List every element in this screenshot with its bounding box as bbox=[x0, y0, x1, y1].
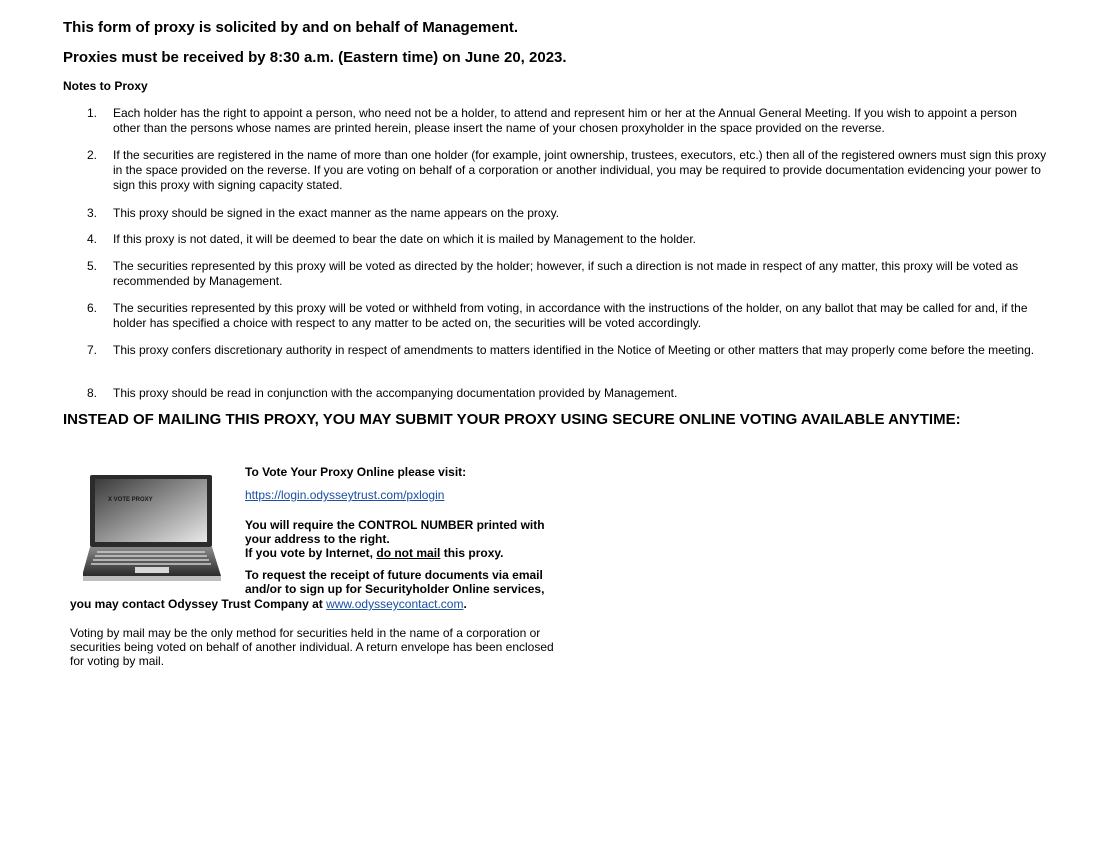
notes-title: Notes to Proxy bbox=[63, 79, 148, 93]
note-item-7 bbox=[87, 343, 1047, 358]
note-text: If the securities are registered in the name of more than one holder (for example, joint ownership, trustees, executors, etc.) then all of the registered owners must sign this proxy in the space provided on the reverse. If you are voting on behalf of a corporation or another individual, you may be required to provide documentation evidencing your power to sign this proxy with signing capacity stated. bbox=[113, 148, 1047, 192]
control-line-2: your address to the right. bbox=[245, 532, 390, 546]
control-number-note bbox=[245, 518, 575, 560]
note-item-2 bbox=[87, 148, 1047, 193]
contact-line bbox=[70, 597, 467, 611]
note-number: 2. bbox=[87, 148, 98, 162]
control-line-1: You will require the CONTROL NUMBER printed with bbox=[245, 518, 545, 532]
note-number: 5. bbox=[87, 259, 98, 273]
contact-url-link[interactable]: www.odysseycontact.com bbox=[326, 597, 464, 611]
note-text: If this proxy is not dated, it will be deemed to bear the date on which it is mailed by Management to the holder. bbox=[113, 232, 696, 246]
note-number: 8. bbox=[87, 386, 98, 400]
deadline-heading: Proxies must be received by 8:30 a.m. (Eastern time) on June 20, 2023. bbox=[63, 49, 567, 66]
note-number: 7. bbox=[87, 343, 98, 357]
note-item-6 bbox=[87, 301, 1047, 331]
request-line-1: To request the receipt of future documents via email bbox=[245, 568, 543, 582]
internet-prefix: If you vote by Internet, bbox=[245, 546, 377, 560]
note-text: This proxy should be read in conjunction with the accompanying documentation provided by Management. bbox=[113, 386, 678, 400]
request-line-2: and/or to sign up for Securityholder Online services, bbox=[245, 582, 545, 596]
online-voting-banner: INSTEAD OF MAILING THIS PROXY, YOU MAY SUBMIT YOUR PROXY USING SECURE ONLINE VOTING AVAILABLE ANYTIME: bbox=[63, 411, 961, 428]
note-number: 6. bbox=[87, 301, 98, 315]
note-text: Each holder has the right to appoint a person, who need not be a holder, to attend and represent him or her at the Annual General Meeting. If you wish to appoint a person other than the persons whose names are printed herein, please insert the name of your chosen proxyholder in the space provided on the reverse. bbox=[113, 106, 1017, 135]
note-number: 4. bbox=[87, 232, 98, 246]
do-not-mail-text: do not mail bbox=[376, 546, 441, 560]
request-documents-note bbox=[245, 568, 575, 596]
note-text: This proxy confers discretionary authority in respect of amendments to matters identified in the Notice of Meeting or other matters that may properly come before the meeting. bbox=[113, 343, 1035, 357]
note-item-3 bbox=[87, 206, 1047, 221]
laptop-screen-text: X VOTE PROXY bbox=[108, 497, 153, 503]
mail-voting-note: Voting by mail may be the only method for securities held in the name of a corporation or securities being voted on behalf of another individual. A return envelope has been enclosed for voting by mail. bbox=[70, 626, 554, 668]
note-text: The securities represented by this proxy will be voted as directed by the holder; however, if such a direction is not made in respect of any matter, this proxy will be voted as recommended by Management. bbox=[113, 259, 1019, 288]
vote-url-row bbox=[245, 488, 575, 502]
note-item-5 bbox=[87, 259, 1047, 289]
contact-prefix: you may contact Odyssey Trust Company at bbox=[70, 597, 327, 611]
note-text: This proxy should be signed in the exact manner as the name appears on the proxy. bbox=[113, 206, 560, 220]
solicitation-heading: This form of proxy is solicited by and on behalf of Management. bbox=[63, 19, 519, 36]
note-number: 3. bbox=[87, 206, 98, 220]
internet-suffix: this proxy. bbox=[440, 546, 504, 560]
laptop-icon bbox=[83, 474, 223, 584]
note-item-4 bbox=[87, 232, 1047, 247]
note-number: 1. bbox=[87, 106, 98, 120]
vote-url-link[interactable]: https://login.odysseytrust.com/pxlogin bbox=[245, 488, 445, 502]
note-item-1 bbox=[87, 106, 1047, 136]
contact-suffix: . bbox=[463, 597, 467, 611]
internet-line bbox=[245, 546, 575, 560]
note-item-8 bbox=[87, 386, 1047, 401]
visit-label: To Vote Your Proxy Online please visit: bbox=[245, 465, 467, 479]
note-text: The securities represented by this proxy will be voted or withheld from voting, in accordance with the instructions of the holder, on any ballot that may be called for and, if the holder has specified a choice with respect to any matter to be acted on, the securities will be voted accordingly. bbox=[113, 301, 1028, 330]
